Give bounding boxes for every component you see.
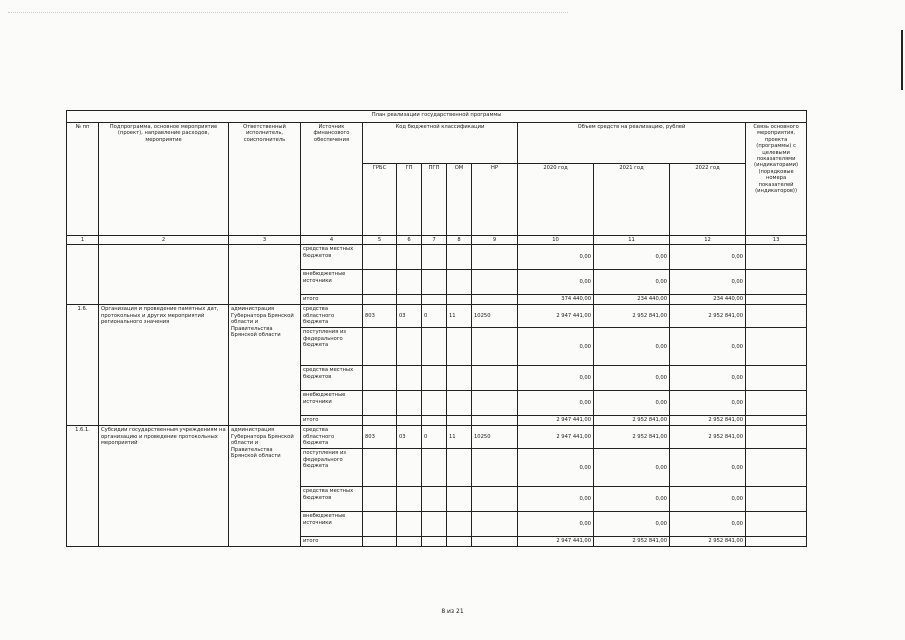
- cell-2020: 2 947 441,00: [518, 305, 594, 328]
- cell-2021: 0,00: [594, 366, 670, 391]
- cell-pgp: 0: [422, 426, 447, 449]
- cell-source: средства местных бюджетов: [301, 487, 363, 512]
- cell-source: средства областного бюджета: [301, 426, 363, 449]
- cell-2021: 2 952 841,00: [594, 426, 670, 449]
- column-number: 5: [363, 236, 397, 245]
- cell-2022: 2 952 841,00: [670, 416, 746, 426]
- cell-nr: 10250: [472, 426, 518, 449]
- table-row: [67, 245, 807, 270]
- cell-2022: 0,00: [670, 270, 746, 295]
- cell-2022: 0,00: [670, 328, 746, 366]
- cell-2021: 0,00: [594, 245, 670, 270]
- cell-2020: 2 947 441,00: [518, 537, 594, 547]
- column-number: 11: [594, 236, 670, 245]
- cell-2020: 2 947 441,00: [518, 426, 594, 449]
- cell-subprogram: Субсидии государственным учреждениям на организацию и проведение протокольных мероприятий: [99, 426, 229, 547]
- cell-gp: 03: [397, 305, 422, 328]
- cell-2021: 234 440,00: [594, 295, 670, 305]
- header-indicator-link: Связь основного мероприятия, проекта (программы) с целевыми показателями (индикаторами) (порядковые номера показателей (индикаторов)): [746, 123, 807, 236]
- cell-2021: 0,00: [594, 512, 670, 537]
- header-source: Источник финансового обеспечения: [301, 123, 363, 236]
- header-year-2022: 2022 год: [670, 164, 746, 236]
- cell-source: средства областного бюджета: [301, 305, 363, 328]
- header-om: ОМ: [447, 164, 472, 236]
- cell-2021: 0,00: [594, 487, 670, 512]
- cell-source: поступления из федерального бюджета: [301, 328, 363, 366]
- cell-grbs: 803: [363, 426, 397, 449]
- cell-2022: 0,00: [670, 512, 746, 537]
- column-number: 3: [229, 236, 301, 245]
- header-year-2021: 2021 год: [594, 164, 670, 236]
- cell-2022: 0,00: [670, 449, 746, 487]
- scan-artifact: [8, 12, 568, 17]
- header-kbk: Код бюджетной классификации: [363, 123, 518, 164]
- scan-edge-mark: [901, 30, 903, 90]
- header-subprogram: Подпрограмма, основное мероприятие (проект), направление расходов, мероприятие: [99, 123, 229, 236]
- cell-2022: 0,00: [670, 487, 746, 512]
- header-executor: Ответственный исполнитель, соисполнитель: [229, 123, 301, 236]
- cell-source: поступления из федерального бюджета: [301, 449, 363, 487]
- cell-2020: 0,00: [518, 270, 594, 295]
- cell-2021: 0,00: [594, 328, 670, 366]
- header-no: № пп: [67, 123, 99, 236]
- cell-2022: 0,00: [670, 366, 746, 391]
- column-number: 7: [422, 236, 447, 245]
- cell-2021: 2 952 841,00: [594, 537, 670, 547]
- cell-subprogram: Организация и проведение памятных дат, протокольных и других мероприятий регионального значения: [99, 305, 229, 426]
- column-number: 2: [99, 236, 229, 245]
- column-number: 13: [746, 236, 807, 245]
- cell-2020: 0,00: [518, 487, 594, 512]
- header-nr: НР: [472, 164, 518, 236]
- header-pgp: ПГП: [422, 164, 447, 236]
- cell-source: итого: [301, 416, 363, 426]
- column-number: 10: [518, 236, 594, 245]
- cell-source: итого: [301, 537, 363, 547]
- cell-2020: 0,00: [518, 512, 594, 537]
- cell-2022: 2 952 841,00: [670, 305, 746, 328]
- cell-no: [67, 245, 99, 305]
- cell-source: внебюджетные источники: [301, 512, 363, 537]
- cell-source: средства местных бюджетов: [301, 245, 363, 270]
- cell-grbs: 803: [363, 305, 397, 328]
- cell-2020: 374 440,00: [518, 295, 594, 305]
- header-gp: ГП: [397, 164, 422, 236]
- cell-source: средства местных бюджетов: [301, 366, 363, 391]
- cell-2022: 234 440,00: [670, 295, 746, 305]
- cell-subprogram: [99, 245, 229, 305]
- plan-table: [66, 110, 807, 547]
- cell-2021: 0,00: [594, 391, 670, 416]
- cell-om: 11: [447, 426, 472, 449]
- cell-pgp: 0: [422, 305, 447, 328]
- cell-source: итого: [301, 295, 363, 305]
- cell-om: 11: [447, 305, 472, 328]
- cell-executor: администрация Губернатора Брянской области и Правительства Брянской области: [229, 305, 301, 426]
- column-number-row: [67, 236, 807, 245]
- column-number: 1: [67, 236, 99, 245]
- cell-source: внебюджетные источники: [301, 391, 363, 416]
- cell-2021: 0,00: [594, 270, 670, 295]
- cell-2020: 0,00: [518, 245, 594, 270]
- cell-2022: 0,00: [670, 245, 746, 270]
- cell-nr: 10250: [472, 305, 518, 328]
- cell-2021: 2 952 841,00: [594, 416, 670, 426]
- header-year-2020: 2020 год: [518, 164, 594, 236]
- table-row: [67, 426, 807, 449]
- column-number: 4: [301, 236, 363, 245]
- cell-gp: 03: [397, 426, 422, 449]
- cell-2022: 2 952 841,00: [670, 537, 746, 547]
- cell-executor: администрация Губернатора Брянской области и Правительства Брянской области: [229, 426, 301, 547]
- page-number: 8 из 21: [441, 608, 464, 615]
- cell-2020: 0,00: [518, 328, 594, 366]
- cell-2022: 2 952 841,00: [670, 426, 746, 449]
- column-number: 9: [472, 236, 518, 245]
- column-number: 6: [397, 236, 422, 245]
- cell-2020: 2 947 441,00: [518, 416, 594, 426]
- column-number: 8: [447, 236, 472, 245]
- cell-2020: 0,00: [518, 449, 594, 487]
- cell-2022: 0,00: [670, 391, 746, 416]
- cell-2020: 0,00: [518, 366, 594, 391]
- cell-no: 1.6.: [67, 305, 99, 426]
- cell-no: 1.6.1.: [67, 426, 99, 547]
- column-number: 12: [670, 236, 746, 245]
- cell-2021: 2 952 841,00: [594, 305, 670, 328]
- header-grbs: ГРБС: [363, 164, 397, 236]
- cell-2020: 0,00: [518, 391, 594, 416]
- cell-2021: 0,00: [594, 449, 670, 487]
- table-row: [67, 305, 807, 328]
- header-volume: Объем средств на реализацию, рублей: [518, 123, 746, 164]
- cell-source: внебюджетные источники: [301, 270, 363, 295]
- cell-executor: [229, 245, 301, 305]
- table-title: План реализации государственной программы: [67, 111, 807, 123]
